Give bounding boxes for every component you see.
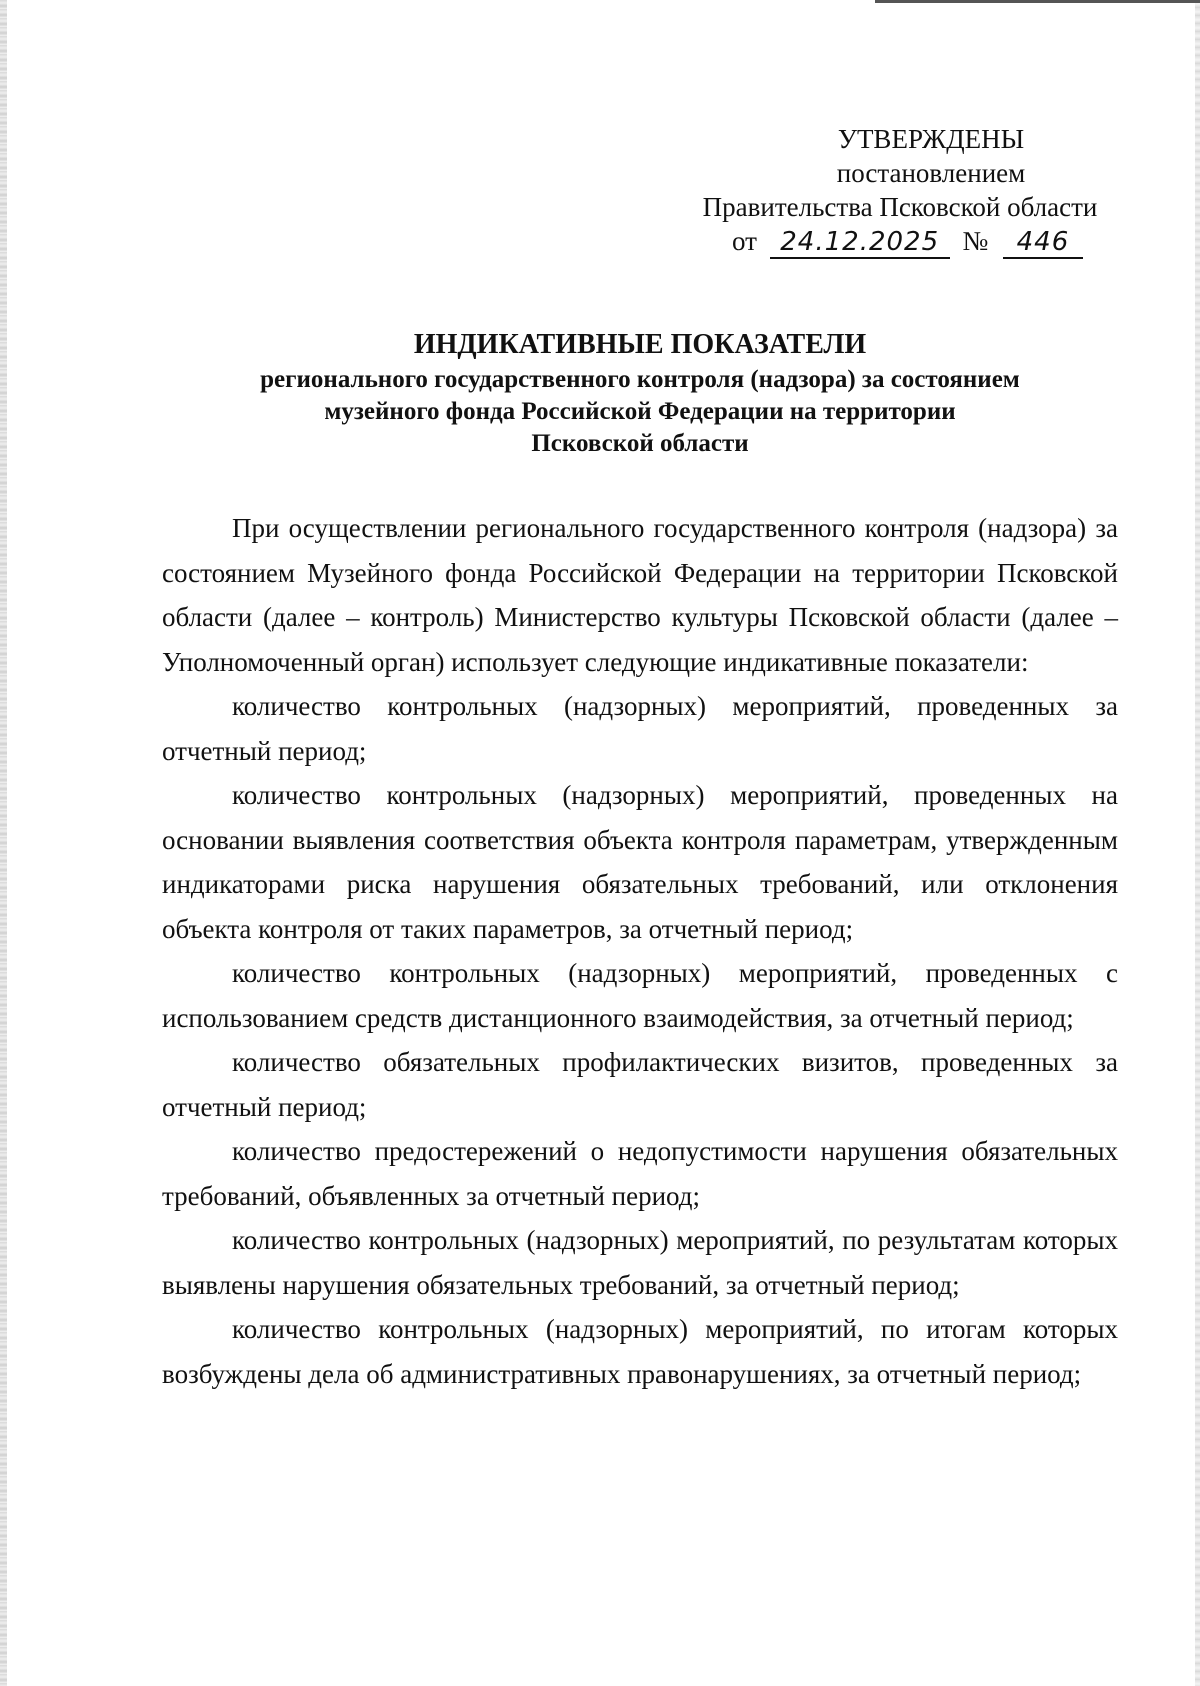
- approval-heading: УТВЕРЖДЕНЫ: [837, 124, 1025, 154]
- indicator-item: количество контрольных (надзорных) мероприятий, по итогам которых возбуждены дела об административных правонарушениях, за отчетный период;: [162, 1314, 1118, 1389]
- indicator-item: количество обязательных профилактических визитов, проведенных за отчетный период;: [162, 1047, 1118, 1122]
- number-sign: №: [962, 226, 989, 256]
- document-title: [120, 326, 1160, 460]
- approval-resolution: постановлением: [836, 158, 1026, 188]
- indicator-item: количество контрольных (надзорных) мероприятий, по результатам которых выявлены нарушения обязательных требований, за отчетный период;: [162, 1225, 1118, 1300]
- indicator-item: количество предостережений о недопустимости нарушения обязательных требований, объявленных за отчетный период;: [162, 1136, 1118, 1211]
- title-sub-line-1: регионального государственного контроля (надзора) за состоянием: [260, 366, 1020, 393]
- approval-government: Правительства Псковской области: [702, 192, 1098, 222]
- title-main: ИНДИКАТИВНЫЕ ПОКАЗАТЕЛИ: [413, 329, 867, 360]
- indicator-item: количество контрольных (надзорных) мероприятий, проведенных на основании выявления соответствия объекта контроля параметрам, утвержденным индикаторами риска нарушения обязательных требований, или отклонения объекта контроля от таких параметров, за отчетный период;: [162, 780, 1118, 944]
- scan-edge-top: [875, 0, 1200, 3]
- indicator-item: количество контрольных (надзорных) мероприятий, проведенных за отчетный период;: [162, 691, 1118, 766]
- title-sub-line-3: Псковской области: [531, 430, 749, 457]
- scan-edge-right: [1195, 0, 1200, 1686]
- approval-block: [680, 122, 1120, 259]
- handwritten-number: 446: [1003, 227, 1083, 259]
- from-label: от: [732, 226, 757, 256]
- scan-edge-left: [0, 0, 7, 1686]
- handwritten-date: 24.12.2025: [770, 227, 950, 259]
- intro-paragraph: При осуществлении регионального государственного контроля (надзора) за состоянием Музейного фонда Российской Федерации на территории Псковской области (далее – контроль) Министерство культуры Псковской области (далее – Уполномоченный орган) использует следующие индикативные показатели:: [162, 513, 1118, 677]
- indicator-item: количество контрольных (надзорных) мероприятий, проведенных с использованием средств дистанционного взаимодействия, за отчетный период;: [162, 958, 1118, 1033]
- document-body: [162, 506, 1118, 1396]
- title-sub-line-2: музейного фонда Российской Федерации на территории: [324, 398, 956, 425]
- approval-date-line: [680, 224, 1120, 259]
